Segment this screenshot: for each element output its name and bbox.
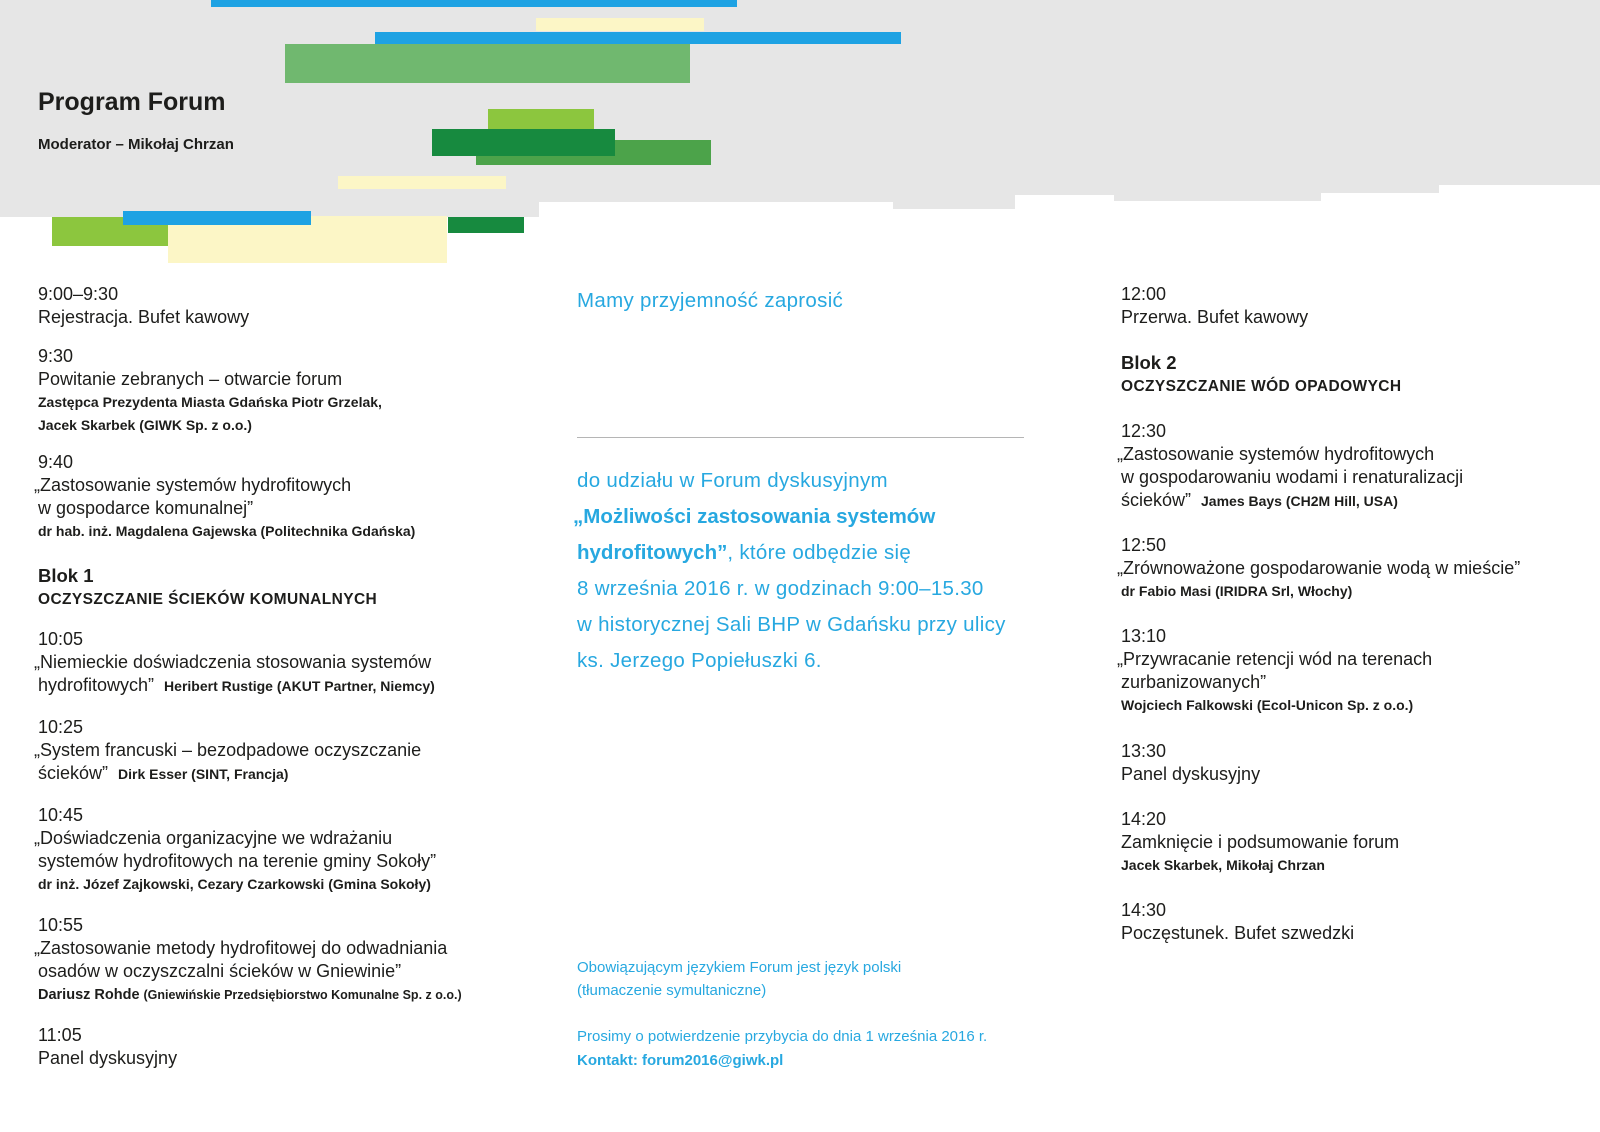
header-banner — [0, 0, 1600, 264]
entry-title: osadów w oczyszczalni ścieków w Gniewinie” — [38, 961, 402, 981]
entry-title: „Zastosowanie metody hydrofitowej do odwadniania — [34, 938, 448, 958]
program-entry — [38, 283, 249, 329]
invitation-greeting: Mamy przyjemność zaprosić — [577, 289, 844, 312]
entry-time: 9:00–9:30 — [38, 284, 119, 304]
program-entry — [1121, 283, 1308, 329]
contact-email: Kontakt: forum2016@giwk.pl — [577, 1051, 784, 1069]
decor-bar-dark-green — [432, 129, 615, 156]
block-heading — [38, 564, 377, 612]
entry-time: 14:30 — [1121, 900, 1167, 920]
decor-bar-green — [285, 44, 690, 83]
entry-time: 13:30 — [1121, 741, 1167, 761]
entry-speaker-line — [38, 983, 462, 1007]
decor-bar-yellow — [338, 176, 506, 189]
entry-title: Przerwa. Bufet kawowy — [1121, 307, 1309, 327]
program-entry — [1117, 534, 1521, 603]
entry-time: 11:05 — [38, 1025, 82, 1045]
entry-speaker: Jacek Skarbek (GIWK Sp. z o.o.) — [38, 417, 252, 433]
program-entry — [1117, 625, 1433, 717]
entry-title: Rejestracja. Bufet kawowy — [38, 307, 250, 327]
event-venue: w historycznej Sali BHP w Gdańsku przy ulicy — [577, 613, 1006, 636]
moderator-line: Moderator – Mikołaj Chrzan — [38, 136, 234, 153]
block-label: Blok 2 — [1121, 352, 1177, 373]
entry-speaker: Zastępca Prezydenta Miasta Gdańska Piotr Grzelak, — [38, 394, 382, 410]
program-entry — [1121, 899, 1354, 945]
decor-bar-blue — [211, 0, 737, 7]
entry-speaker: Jacek Skarbek, Mikołaj Chrzan — [1121, 857, 1325, 873]
entry-time: 10:05 — [38, 629, 84, 649]
entry-speaker: dr Fabio Masi (IRIDRA Srl, Włochy) — [1121, 583, 1353, 599]
event-continuation: , które odbędzie się — [727, 541, 912, 564]
entry-title: w gospodarowaniu wodami i renaturalizacji — [1121, 467, 1464, 487]
program-entry — [34, 804, 437, 896]
entry-title: „Doświadczenia organizacyjne we wdrażaniu — [34, 828, 393, 848]
entry-time: 12:00 — [1121, 284, 1167, 304]
invitation-line — [577, 535, 1006, 571]
block-heading — [1121, 351, 1402, 399]
entry-title: „System francuski – bezodpadowe oczyszczanie — [34, 740, 422, 760]
rsvp-text: Prosimy o potwierdzenie przybycia do dnia 1 września 2016 r. — [577, 1028, 988, 1045]
block-label: Blok 1 — [38, 565, 94, 586]
entry-title: Poczęstunek. Bufet szwedzki — [1121, 923, 1355, 943]
decor-bar-yellow — [536, 18, 704, 31]
entry-title: hydrofitowych” — [38, 675, 155, 695]
entry-speaker: Dirk Esser (SINT, Francja) — [118, 766, 289, 782]
entry-time: 9:30 — [38, 346, 74, 366]
program-entry — [38, 345, 382, 437]
invitation-text — [573, 463, 1006, 679]
entry-title: „Zrównoważone gospodarowanie wodą w mieście” — [1117, 558, 1521, 578]
event-date: 8 września 2016 r. w godzinach 9:00–15.30 — [577, 577, 984, 600]
entry-title: w gospodarce komunalnej” — [38, 498, 254, 518]
entry-time: 10:25 — [38, 717, 84, 737]
entry-time: 12:30 — [1121, 421, 1167, 441]
decor-bar-blue — [123, 211, 311, 225]
entry-speaker: Dariusz Rohde — [38, 987, 140, 1003]
entry-title-line — [38, 762, 421, 786]
section-divider — [577, 437, 1024, 438]
entry-title: „Zastosowanie systemów hydrofitowych — [1117, 444, 1435, 464]
entry-title: „Zastosowanie systemów hydrofitowych — [34, 475, 352, 495]
entry-speaker: dr inż. Józef Zajkowski, Cezary Czarkowski (Gmina Sokoły) — [38, 876, 431, 892]
entry-title: Panel dyskusyjny — [38, 1048, 178, 1068]
entry-title-line — [38, 674, 435, 698]
entry-title-line — [1121, 489, 1463, 513]
program-entry — [34, 716, 422, 786]
entry-title: zurbanizowanych” — [1121, 672, 1267, 692]
entry-title: „Niemieckie doświadczenia stosowania systemów — [34, 652, 432, 672]
entry-speaker: James Bays (CH2M Hill, USA) — [1201, 493, 1398, 509]
entry-title: Powitanie zebranych – otwarcie forum — [38, 369, 343, 389]
program-entry — [1121, 808, 1399, 877]
program-entry — [34, 628, 435, 698]
decor-bar-dark-green — [448, 217, 524, 233]
language-note-line: Obowiązującym językiem Forum jest język polski — [577, 959, 902, 976]
program-entry — [1121, 740, 1260, 786]
language-note — [577, 957, 901, 1002]
program-entry — [38, 1024, 177, 1070]
entry-speaker: Heribert Rustige (AKUT Partner, Niemcy) — [164, 678, 435, 694]
block-title: OCZYSZCZANIE ŚCIEKÓW KOMUNALNYCH — [38, 591, 378, 608]
translation-note: (tłumaczenie symultaniczne) — [577, 981, 767, 999]
entry-title: systemów hydrofitowych na terenie gminy Sokoły” — [38, 851, 437, 871]
entry-time: 9:40 — [38, 452, 74, 472]
event-name-line: „Możliwości zastosowania systemów — [573, 505, 936, 528]
entry-time: 13:10 — [1121, 626, 1167, 646]
entry-title: ścieków” — [1121, 490, 1192, 510]
entry-title: ścieków” — [38, 763, 109, 783]
entry-speaker: dr hab. inż. Magdalena Gajewska (Politechnika Gdańska) — [38, 523, 416, 539]
entry-time: 10:45 — [38, 805, 84, 825]
entry-title: Panel dyskusyjny — [1121, 764, 1261, 784]
entry-time: 10:55 — [38, 915, 84, 935]
entry-title: „Przywracanie retencji wód na terenach — [1117, 649, 1433, 669]
invitation-line: do udziału w Forum dyskusyjnym — [577, 469, 888, 492]
event-name-end: hydrofitowych” — [577, 541, 728, 564]
decor-bar-blue — [375, 32, 901, 44]
program-entry — [1117, 420, 1464, 513]
block-title: OCZYSZCZANIE WÓD OPADOWYCH — [1121, 378, 1402, 395]
entry-speaker: Wojciech Falkowski (Ecol-Unicon Sp. z o.o.) — [1121, 697, 1414, 713]
event-address: ks. Jerzego Popiełuszki 6. — [577, 649, 822, 672]
entry-title: Zamknięcie i podsumowanie forum — [1121, 832, 1400, 852]
entry-speaker-organization: (Gniewińskie Przedsiębiorstwo Komunalne Sp. z o.o.) — [143, 988, 462, 1002]
decor-bar-light-green — [488, 109, 594, 130]
rsvp-note — [577, 1025, 987, 1072]
program-entry — [34, 914, 462, 1007]
program-entry — [34, 451, 416, 543]
program-title: Program Forum — [38, 88, 226, 116]
entry-time: 12:50 — [1121, 535, 1167, 555]
entry-time: 14:20 — [1121, 809, 1167, 829]
